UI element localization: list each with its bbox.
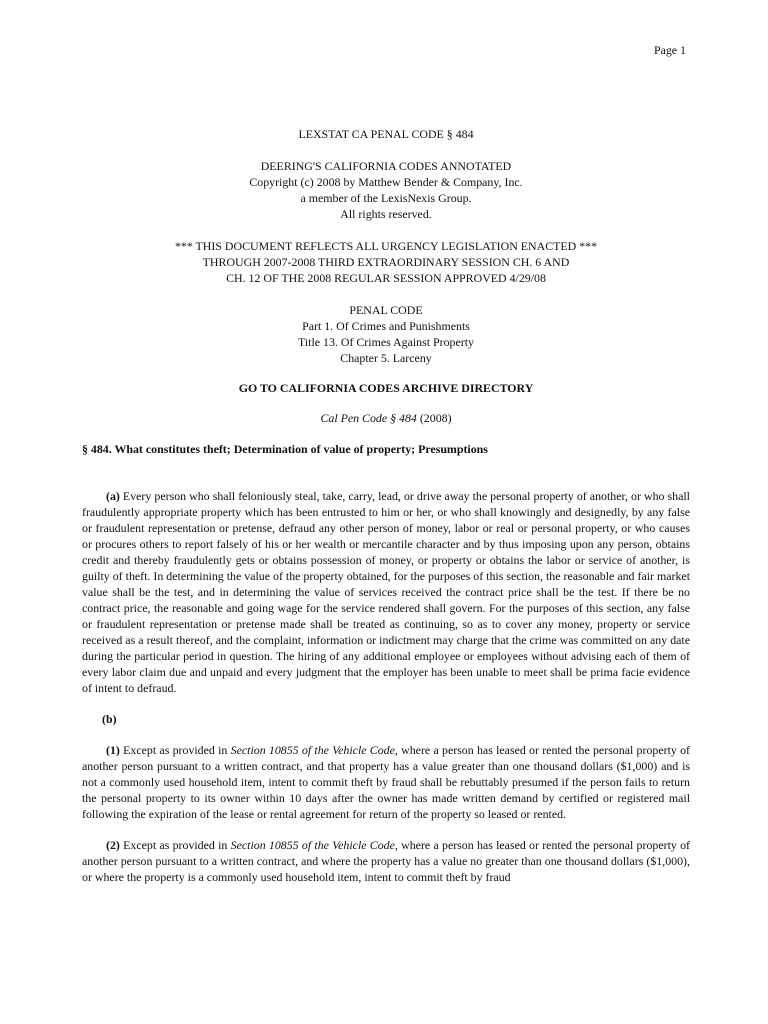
statute-reference: LEXSTAT CA PENAL CODE § 484 bbox=[298, 127, 474, 141]
copyright-line: Copyright (c) 2008 by Matthew Bender & Company, Inc. bbox=[249, 175, 523, 189]
item-2-post: , where a person has leased or rented the personal property of another person pursuant to a written contract, and where the property has a value no greater than one thousand dollars ($1,000), or where the property is a commonly used household item, intent to commit theft by fraud bbox=[82, 838, 690, 884]
code-title: Title 13. Of Crimes Against Property bbox=[298, 335, 474, 349]
legislation-notice bbox=[82, 238, 690, 286]
notice-line-2: THROUGH 2007-2008 THIRD EXTRAORDINARY SESSION CH. 6 AND bbox=[202, 255, 570, 269]
publication-block bbox=[82, 158, 690, 222]
item-1-pre: Except as provided in bbox=[119, 743, 231, 757]
item-2-pre: Except as provided in bbox=[119, 838, 231, 852]
subsection-a bbox=[82, 488, 690, 696]
item-1-label: (1) bbox=[106, 743, 120, 757]
code-part: Part 1. Of Crimes and Punishments bbox=[302, 319, 470, 333]
notice-line-1: *** THIS DOCUMENT REFLECTS ALL URGENCY LEGISLATION ENACTED *** bbox=[174, 239, 598, 253]
vehicle-code-link-2[interactable]: Section 10855 of the Vehicle Code bbox=[230, 838, 395, 852]
subsection-a-text: Every person who shall feloniously steal, take, carry, lead, or drive away the personal property of another, or who shall fraudulently appropriate property which has been entrusted to him or her, or who shall knowingly and designedly, by any false or fraudulent representation or pretense, defraud any other person of money, labor or real or personal property, or who causes or procures others to report falsely of his or her wealth or mercantile character and by thus imposing upon any person, obtains credit and thereby fraudulently gets or obtains possession of money, or property or obtains the labor or service of another, is guilty of theft. In determining the value of the property obtained, for the purposes of this section, the reasonable and fair market value shall be the test, and in determining the value of services received the contract price shall be the test. If there be no contract price, the reasonable and going wage for the service rendered shall govern. For the purposes of this section, any false or fraudulent representation or pretense made shall be treated as continuing, so as to cover any money, property or service received as a result thereof, and the complaint, information or indictment may charge that the crime was committed on any date during the particular period in question. The hiring of any additional employee or employees without advising each of them of every labor claim due and unpaid and every judgment that the employer has been unable to meet shall be prima facie evidence of intent to defraud. bbox=[82, 489, 690, 695]
citation-code-ref: Cal Pen Code § 484 bbox=[320, 411, 417, 425]
member-line: a member of the LexisNexis Group. bbox=[300, 191, 472, 205]
item-2-label: (2) bbox=[106, 838, 120, 852]
publication-title: DEERING'S CALIFORNIA CODES ANNOTATED bbox=[260, 159, 512, 173]
rights-line: All rights reserved. bbox=[340, 207, 432, 221]
subsection-b-label: (b) bbox=[102, 712, 117, 726]
document-content bbox=[82, 126, 690, 885]
subsection-b-item-2 bbox=[82, 837, 690, 885]
code-chapter: Chapter 5. Larceny bbox=[340, 351, 432, 365]
page-number: Page 1 bbox=[653, 43, 686, 57]
archive-directory-link[interactable]: GO TO CALIFORNIA CODES ARCHIVE DIRECTORY bbox=[238, 381, 534, 395]
code-hierarchy bbox=[82, 302, 690, 366]
vehicle-code-link-1[interactable]: Section 10855 of the Vehicle Code bbox=[230, 743, 395, 757]
notice-line-3: CH. 12 OF THE 2008 REGULAR SESSION APPROVED 4/29/08 bbox=[226, 271, 546, 285]
code-name: PENAL CODE bbox=[349, 303, 423, 317]
item-1-post: , where a person has leased or rented the personal property of another person pursuant to a written contract, and that property has a value greater than one thousand dollars ($1,000) and is not a commonly used household item, intent to commit theft by fraud shall be rebuttably presumed if the person fails to return the personal property to its owner within 10 days after the owner has made written demand by certified or registered mail following the expiration of the lease or rental agreement for return of the property so leased or rented. bbox=[82, 743, 690, 821]
subsection-a-label: (a) bbox=[106, 489, 120, 503]
citation-year: (2008) bbox=[416, 411, 452, 425]
section-heading: § 484. What constitutes theft; Determination of value of property; Presumptions bbox=[82, 442, 488, 456]
citation bbox=[82, 410, 690, 426]
subsection-b-item-1 bbox=[82, 742, 690, 822]
